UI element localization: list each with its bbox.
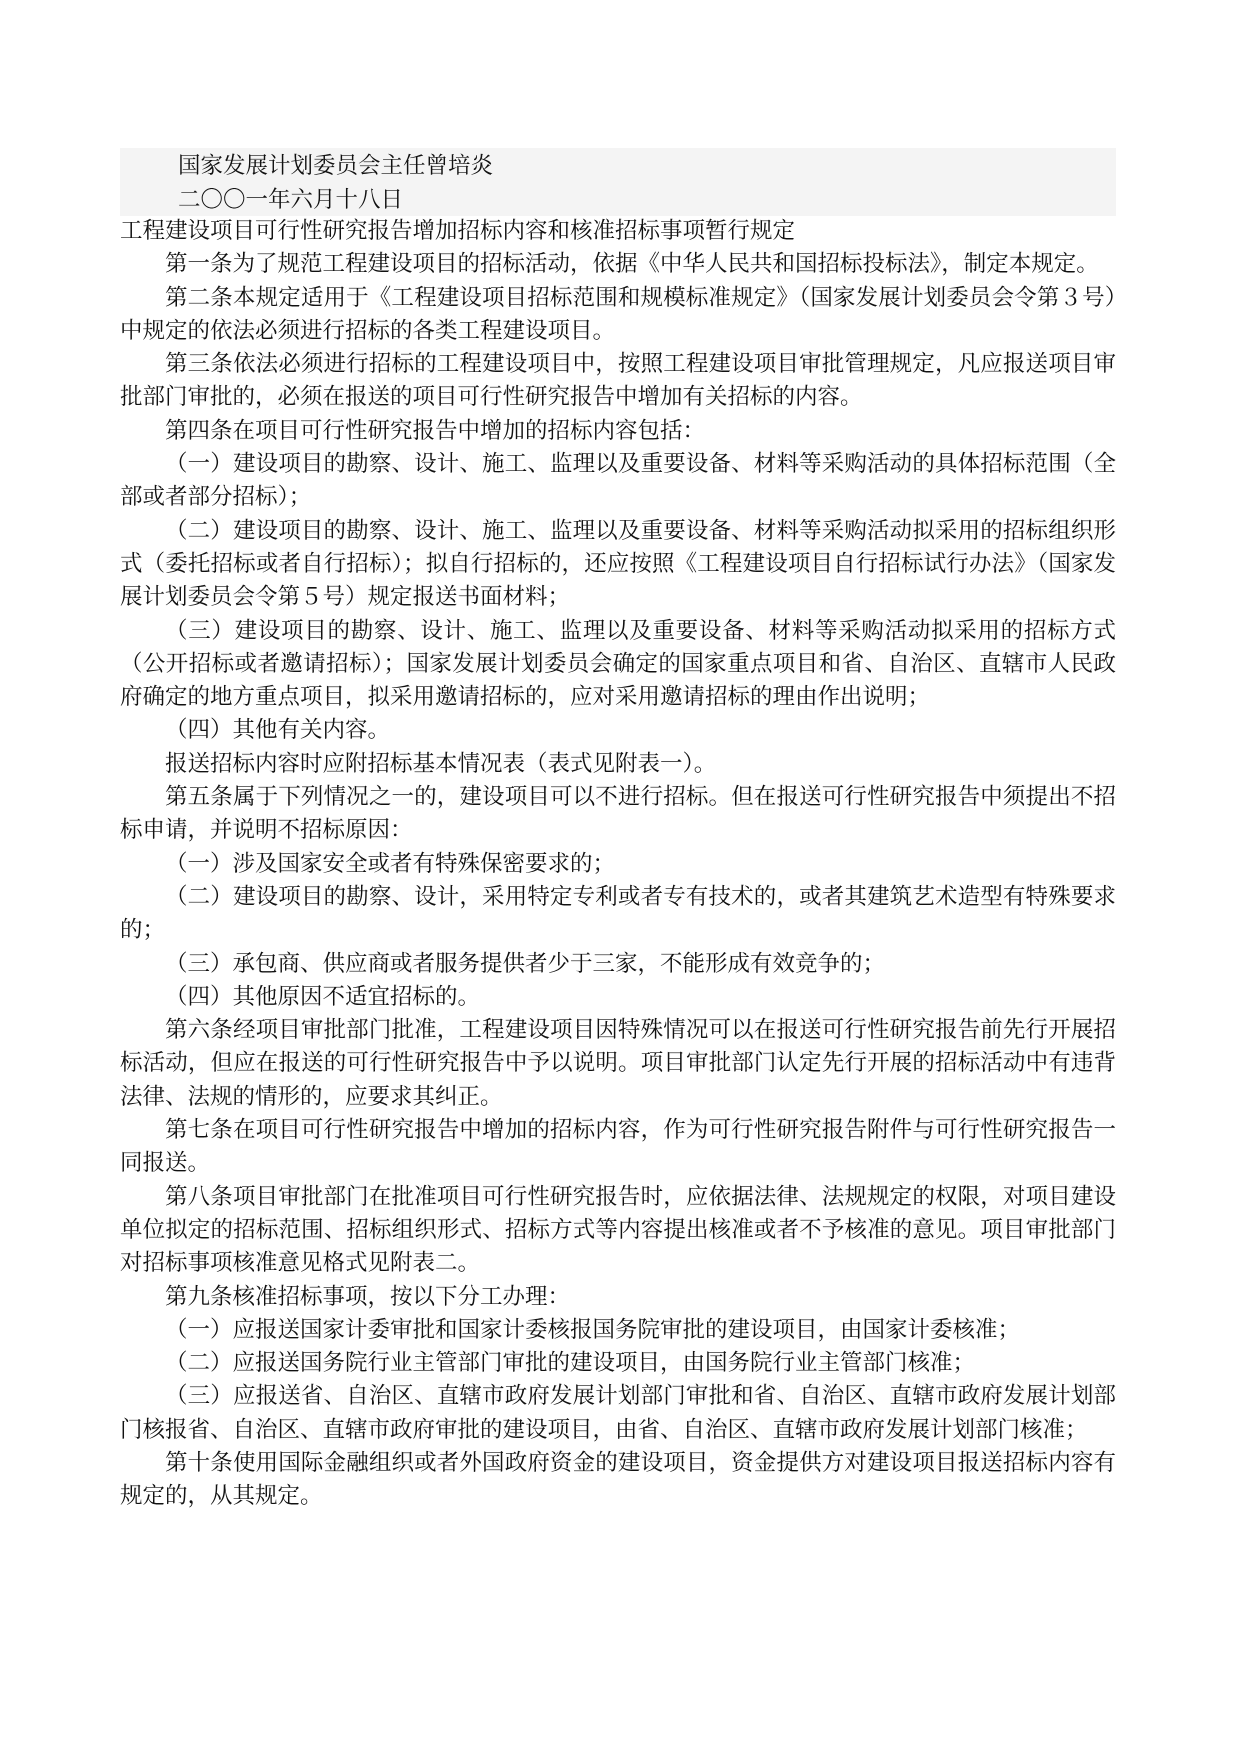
paragraph-article-4-item-1: （一）建设项目的勘察、设计、施工、监理以及重要设备、材料等采购活动的具体招标范围（全部或者部分招标）； [120, 451, 1116, 511]
paragraph-article-6: 第六条经项目审批部门批准，工程建设项目因特殊情况可以在报送可行性研究报告前先行开展招标活动，但应在报送的可行性研究报告中予以说明。项目审批部门认定先行开展的招标活动中有违背法律、法规的情形的，应要求其纠正。 [120, 1017, 1116, 1110]
paragraph-article-5-item-4: （四）其他原因不适宜招标的。 [165, 983, 481, 1010]
paragraph-article-4-item-3: （三）建设项目的勘察、设计、施工、监理以及重要设备、材料等采购活动拟采用的招标方式（公开招标或者邀请招标）；国家发展计划委员会确定的国家重点项目和省、自治区、直辖市人民政府确定的地方重点项目，拟采用邀请招标的，应对采用邀请招标的理由作出说明； [120, 617, 1116, 711]
paragraph-article-9-item-2: （二）应报送国务院行业主管部门审批的建设项目，由国务院行业主管部门核准； [165, 1350, 976, 1377]
paragraph-article-9: 第九条核准招标事项，按以下分工办理： [165, 1283, 571, 1310]
paragraph-article-10: 第十条使用国际金融组织或者外国政府资金的建设项目，资金提供方对建设项目报送招标内容有规定的，从其规定。 [120, 1449, 1116, 1510]
paragraph-article-4-item-4: （四）其他有关内容。 [165, 717, 391, 744]
signature-date: 二〇〇一年六月十八日 [178, 187, 404, 213]
paragraph-article-5-item-2: （二）建设项目的勘察、设计，采用特定专利或者专有技术的，或者其建筑艺术造型有特殊要求的； [120, 883, 1116, 944]
paragraph-article-5: 第五条属于下列情况之一的，建设项目可以不进行招标。但在报送可行性研究报告中须提出不招标申请，并说明不招标原因： [120, 784, 1116, 844]
paragraph-article-2: 第二条本规定适用于《工程建设项目招标范围和规模标准规定》（国家发展计划委员会令第３号）中规定的依法必须进行招标的各类工程建设项目。 [120, 284, 1116, 344]
paragraph-article-3: 第三条依法必须进行招标的工程建设项目中，按照工程建设项目审批管理规定，凡应报送项目审批部门审批的，必须在报送的项目可行性研究报告中增加有关招标的内容。 [120, 351, 1116, 411]
document-title: 工程建设项目可行性研究报告增加招标内容和核准招标事项暂行规定 [120, 218, 796, 244]
paragraph-article-4-item-2: （二）建设项目的勘察、设计、施工、监理以及重要设备、材料等采购活动拟采用的招标组织形式（委托招标或者自行招标）；拟自行招标的，还应按照《工程建设项目自行招标试行办法》（国家发展计划委员会令第５号）规定报送书面材料； [120, 517, 1116, 611]
paragraph-attachment-note: 报送招标内容时应附招标基本情况表（表式见附表一）。 [165, 750, 717, 777]
paragraph-article-8: 第八条项目审批部门在批准项目可行性研究报告时，应依据法律、法规规定的权限，对项目建设单位拟定的招标范围、招标组织形式、招标方式等内容提出核准或者不予核准的意见。项目审批部门对招标事项核准意见格式见附表二。 [120, 1183, 1116, 1277]
signatory-line: 国家发展计划委员会主任曾培炎 [178, 153, 494, 179]
document-body [120, 215, 1116, 1514]
paragraph-article-5-item-3: （三）承包商、供应商或者服务提供者少于三家，不能形成有效竞争的； [165, 950, 886, 977]
paragraph-article-4: 第四条在项目可行性研究报告中增加的招标内容包括： [165, 417, 706, 444]
paragraph-article-5-item-1: （一）涉及国家安全或者有特殊保密要求的； [165, 850, 616, 877]
paragraph-article-7: 第七条在项目可行性研究报告中增加的招标内容，作为可行性研究报告附件与可行性研究报告一同报送。 [120, 1117, 1116, 1177]
paragraph-article-9-item-3: （三）应报送省、自治区、直辖市政府发展计划部门审批和省、自治区、直辖市政府发展计划部门核报省、自治区、直辖市政府审批的建设项目，由省、自治区、直辖市政府发展计划部门核准； [120, 1383, 1116, 1443]
paragraph-article-1: 第一条为了规范工程建设项目的招标活动，依据《中华人民共和国招标投标法》，制定本规定。 [165, 251, 1099, 278]
paragraph-article-9-item-1: （一）应报送国家计委审批和国家计委核报国务院审批的建设项目，由国家计委核准； [165, 1316, 1021, 1343]
